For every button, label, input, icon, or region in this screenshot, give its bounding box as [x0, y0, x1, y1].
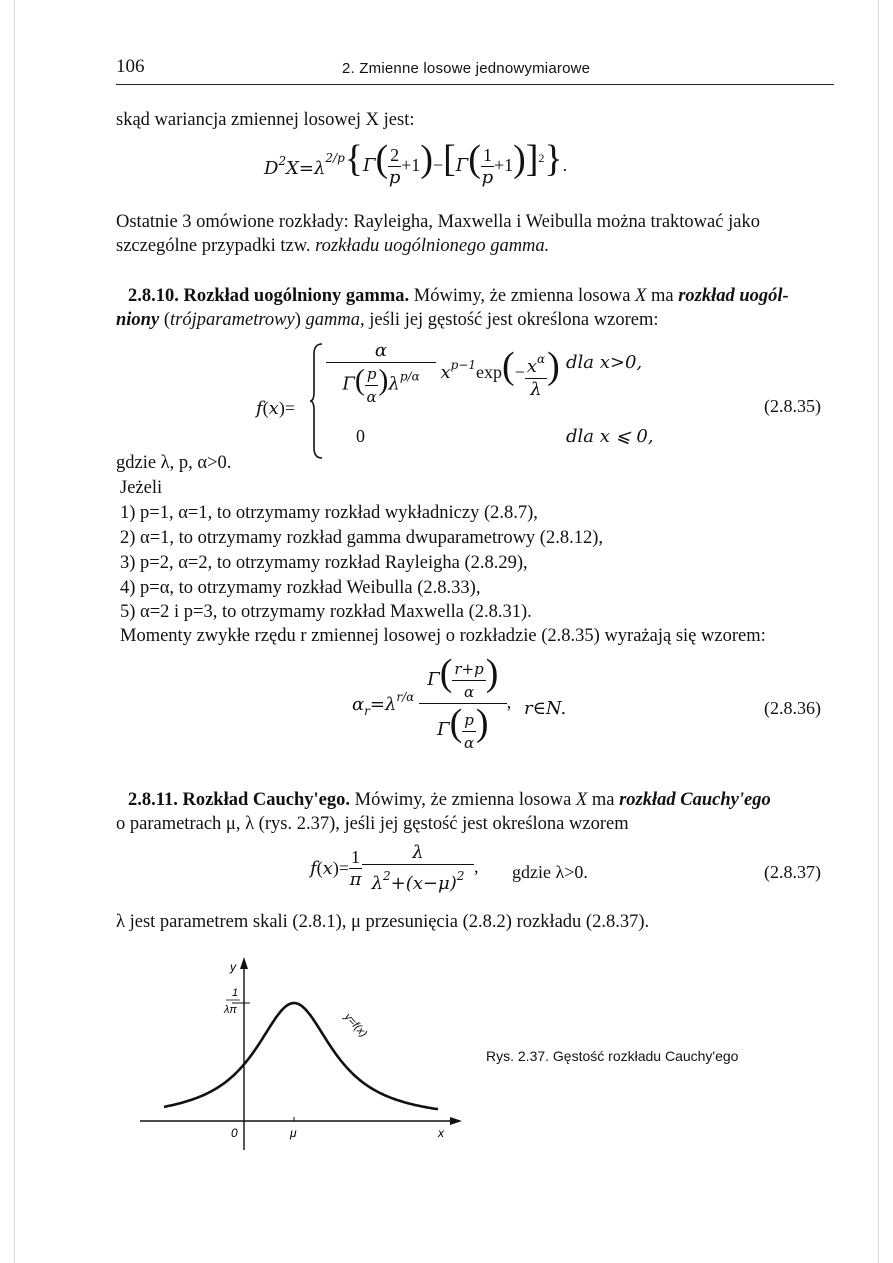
equation-36: $\alpha_r=\lambda^{r/\alpha}$ Γ( $\frac{r+p}{\alpha}$ ) Γ( $\frac{p}{\alpha}$ ) ,	[352, 652, 512, 752]
cauchy-density-figure	[134, 955, 464, 1160]
page-edge-right	[878, 0, 879, 1263]
running-title: 2. Zmienne losowe jednowymiarowe	[342, 60, 591, 77]
equation-35-case1: α Γ( $\frac{p}{\alpha}$ )$\lambda^{p/\alpha}$ $x^{p-1}\exp(-$ $\frac{x^\alpha}{\lambda}$ )	[326, 340, 560, 408]
peak-label-den: λπ	[224, 1004, 237, 1016]
figure-caption: Rys. 2.37. Gęstość rozkładu Cauchy'ego	[486, 1048, 739, 1064]
header-rule	[116, 84, 834, 85]
cauchy-curve	[164, 1003, 438, 1109]
list-item-2: 2) α=1, to otrzymamy rozkład gamma dwuparametrowy (2.8.12),	[120, 528, 604, 548]
equation-35-brace	[310, 342, 324, 460]
section-2-8-11: 2.8.11. Rozkład Cauchy'ego. Mówimy, że zmienna losowa X ma rozkład Cauchy'ego o parametrach μ, λ (rys. 2.37), jeśli jej gęstość jest określona wzorem	[116, 790, 771, 834]
equation-35-zero: 0	[356, 426, 365, 446]
section-2-8-10: 2.8.10. Rozkład uogólniony gamma. Mówimy, że zmienna losowa X ma rozkład uogól- niony (trójparametrowy) gamma, jeśli jej gęstość jest określona wzorem:	[116, 286, 789, 330]
origin-label: 0	[231, 1126, 238, 1140]
peak-label-num: 1	[232, 987, 239, 999]
equation-35-label: (2.8.35)	[764, 396, 821, 416]
equation-36-cond: r∈N.	[524, 698, 567, 719]
equation-37: f(x)= $\frac{1}{\pi}$ $\frac{\lambda}{\lambda^2+(x-\mu)^2}$ ,	[310, 842, 479, 894]
moments-line: Momenty zwykłe rzędu r zmiennej losowej o rozkładzie (2.8.35) wyrażają się wzorem:	[120, 626, 766, 646]
page-number: 106	[116, 56, 145, 77]
equation-35-cond1: dla x>0,	[566, 352, 643, 373]
mu-label: μ	[290, 1126, 297, 1140]
list-item-3: 3) p=2, α=2, to otrzymamy rozkład Rayleigha (2.8.29),	[120, 553, 528, 573]
equation-36-label: (2.8.36)	[764, 698, 821, 718]
list-item-5: 5) α=2 i p=3, to otrzymamy rozkład Maxwella (2.8.31).	[120, 602, 532, 622]
list-item-1: 1) p=1, α=1, to otrzymamy rozkład wykładniczy (2.8.7),	[120, 503, 538, 523]
curve-label: y=f(x)	[341, 1010, 370, 1040]
list-item-4: 4) p=α, to otrzymamy rozkład Weibulla (2.8.33),	[120, 578, 481, 598]
closing-line: λ jest parametrem skali (2.8.1), μ przesunięcia (2.8.2) rozkładu (2.8.37).	[116, 912, 650, 932]
page-edge-left	[14, 0, 15, 1263]
equation-35-params: gdzie λ, p, α>0.	[116, 453, 232, 473]
x-axis-label: x	[438, 1126, 444, 1140]
equation-35-lhs: f(x)=	[256, 398, 295, 419]
equation-37-label: (2.8.37)	[764, 862, 821, 882]
paragraph-line-1: Ostatnie 3 omówione rozkłady: Rayleigha, Maxwella i Weibulla można traktować jako	[116, 212, 760, 232]
intro-line: skąd wariancja zmiennej losowej X jest:	[116, 110, 415, 130]
equation-37-cond: gdzie λ>0.	[512, 862, 588, 882]
list-intro: Jeżeli	[120, 478, 163, 498]
y-axis-label: y	[230, 960, 236, 974]
equation-variance: $D^2X=\lambda^{2/p}\{\Gamma$( $\frac{2}{p}$ +1)−[Γ( $\frac{1}{p}$ +1)]$^2$}.	[264, 138, 568, 189]
paragraph-line-2: szczególne przypadki tzw. rozkładu uogólnionego gamma.	[116, 236, 550, 256]
y-axis-arrow	[240, 957, 248, 969]
equation-35-cond2: dla x ⩽ 0,	[566, 426, 654, 447]
x-axis-arrow	[450, 1117, 462, 1125]
